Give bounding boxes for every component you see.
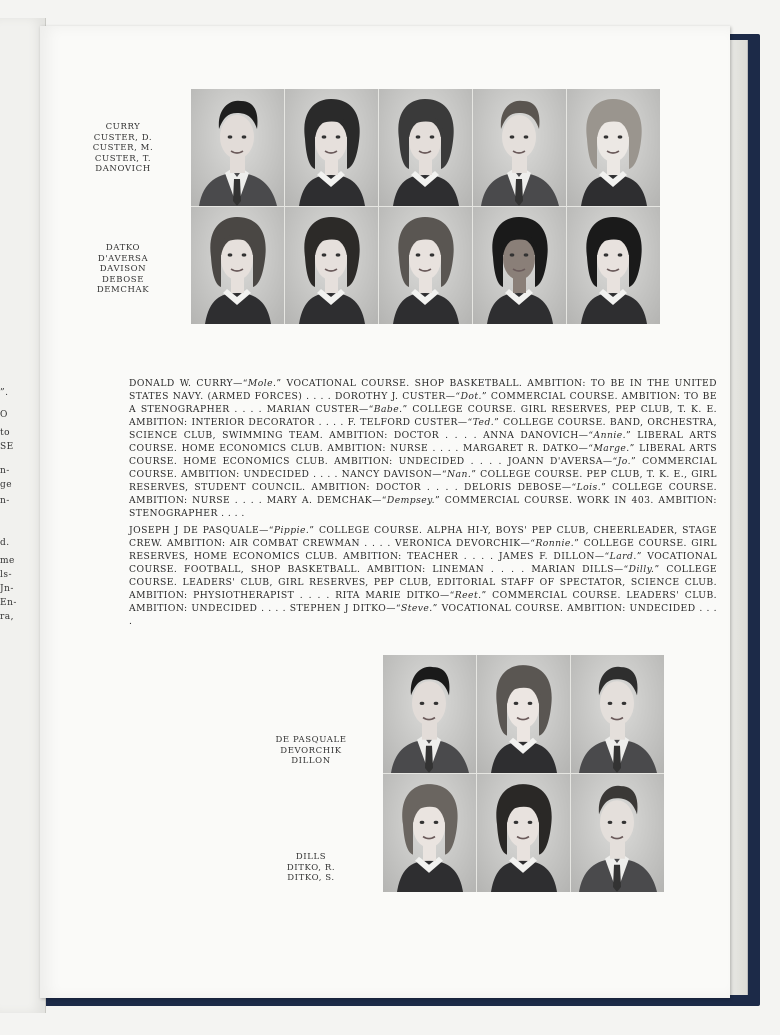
student-portrait	[567, 89, 660, 206]
name-label: CUSTER, T.	[94, 153, 152, 164]
name-label: DANOVICH	[95, 164, 151, 174]
student-portrait	[477, 655, 570, 773]
name-label: DAVISON	[99, 264, 147, 274]
student-nickname: Dot.	[460, 391, 482, 402]
name-label: DILLON	[291, 756, 331, 766]
student-name: STEPHEN J DITKO	[289, 603, 387, 614]
student-portrait	[571, 774, 664, 892]
student-portrait	[473, 89, 566, 206]
student-name: NANCY DAVISON	[341, 469, 433, 480]
student-name: MARIAN CUSTER	[266, 404, 359, 415]
student-portrait	[191, 89, 284, 206]
student-bio-text: COLLEGE COURSE. ALPHA HI-Y, BOYS' PEP CLUB, CHEERLEADER, STAGE CREW. AMBITION: AIR COMBAT CREWMAN . . . .	[129, 525, 717, 549]
bio-paragraph-1: DONALD W. CURRY—“Mole.” VOCATIONAL COURSE. SHOP BASKETBALL. AMBITION: TO BE IN THE UNITED STATES NAVY. (ARMED FORCES) . . . . DOROTHY J. CUSTER—“Dot.” COMMERCIAL COURSE. AMBITION: TO BE A STENOGRAPHER . . . . MARIAN CUSTER—“Babe.” COLLEGE COURSE. GIRL RESERVES, PEP CLUB, T. K. E. AMBITION: INTERIOR DECORATOR . . . . F. TELFORD CUSTER—“Ted.” COLLEGE COURSE. BAND, ORCHESTRA, SCIENCE CLUB, SWIMMING TEAM. AMBITION: DOCTOR . . . . ANNA DANOVICH—“Annie.” LIBERAL ARTS COURSE. HOME ECONOMICS CLUB. AMBITION: NURSE . . . . MARGARET R. DATKO—“Marge.” LIBERAL ARTS COURSE. HOME ECONOMICS CLUB. AMBITION: UNDECIDED . . . . JOANN D'AVERSA—“Jo.” COMMERCIAL COURSE. AMBITION: UNDECIDED . . . . NANCY DAVISON—“Nan.” COLLEGE COURSE. PEP CLUB, T. K. E., GIRL RESERVES, STUDENT COUNCIL. AMBITION: DOCTOR . . . . DELORIS DEBOSE—“Lois.” COLLEGE COURSE. AMBITION: NURSE . . . . MARY A. DEMCHAK—“Dempsey.” COMMERCIAL COURSE. WORK IN 403. AMBITION: STENOGRAPHER . . . .	[129, 378, 718, 519]
name-label: D'AVERSA	[97, 253, 149, 264]
student-portrait	[379, 89, 472, 206]
student-portrait	[379, 207, 472, 324]
student-name: DONALD W. CURRY	[129, 378, 234, 389]
name-label: CUSTER, D.	[93, 132, 153, 143]
student-nickname: Nan.	[447, 469, 472, 480]
left-page-text-fragment: SE	[0, 442, 14, 452]
left-page-text-fragment: Jn-	[0, 584, 14, 594]
student-bio-text: LIBERAL ARTS COURSE. HOME ECONOMICS CLUB. AMBITION: NURSE . . . .	[129, 430, 717, 454]
student-portrait	[383, 774, 476, 892]
left-page-text-fragment: ge	[0, 480, 13, 490]
name-label: CURRY	[105, 122, 141, 132]
student-bio-text: COMMERCIAL COURSE. AMBITION: UNDECIDED . . . .	[129, 456, 718, 480]
left-page-text-fragment: n-	[0, 466, 10, 476]
student-nickname: Reet.	[454, 590, 482, 601]
top-portrait-grid	[191, 89, 660, 324]
student-bio-text: COMMERCIAL COURSE. AMBITION: TO BE A STENOGRAPHER . . . .	[129, 391, 717, 415]
student-nickname: Ronnie.	[535, 538, 575, 549]
student-nickname: Mole.	[247, 378, 277, 389]
student-bio-text: COLLEGE COURSE. GIRL RESERVES, HOME ECONOMICS CLUB. AMBITION: TEACHER . . . .	[129, 538, 717, 562]
left-page-text-fragment: ”.	[0, 388, 9, 398]
student-name: MARGARET R. DATKO	[463, 443, 579, 454]
left-page-text-fragment: O	[0, 410, 8, 420]
top-row1-name-list	[78, 122, 168, 175]
student-bio-text: LIBERAL ARTS COURSE. HOME ECONOMICS CLUB. AMBITION: UNDECIDED . . . .	[129, 443, 717, 467]
student-bio-text: COMMERCIAL COURSE. WORK IN 403. AMBITION: STENOGRAPHER . . . .	[129, 495, 717, 519]
student-portrait	[285, 89, 378, 206]
name-label: DITKO, R.	[286, 862, 336, 873]
student-bio-text: COLLEGE COURSE. LEADERS' CLUB, GIRL RESERVES, PEP CLUB, EDITORIAL STAFF OF SPECTATOR, SCIENCE CLUB. AMBITION: PHYSIOTHERAPIST . . . .	[129, 564, 718, 601]
student-portrait	[477, 774, 570, 892]
name-label: DEMCHAK	[96, 285, 150, 295]
name-label: DATKO	[105, 243, 141, 253]
student-portrait	[285, 207, 378, 324]
bottom-row2-name-list	[266, 852, 356, 884]
bottom-portrait-grid	[383, 655, 664, 892]
left-page-text-fragment: to	[0, 428, 11, 438]
student-bio-text: COLLEGE COURSE. BAND, ORCHESTRA, SCIENCE CLUB, SWIMMING TEAM. AMBITION: DOCTOR . . . .	[129, 417, 717, 441]
name-label: DILLS	[295, 852, 327, 862]
student-nickname: Dempsey.	[386, 495, 435, 506]
student-name: DELORIS DEBOSE	[464, 482, 562, 493]
student-name: DOROTHY J. CUSTER	[335, 391, 446, 402]
bottom-row1-name-list	[266, 735, 356, 767]
student-nickname: Dilly.	[628, 564, 655, 575]
student-nickname: Babe.	[373, 404, 403, 415]
student-bio-text: VOCATIONAL COURSE. SHOP BASKETBALL. AMBITION: TO BE IN THE UNITED STATES NAVY. (ARMED FORCES) . . . .	[129, 378, 717, 402]
name-label: DE PASQUALE	[275, 735, 347, 745]
left-page-text-fragment: ra,	[0, 612, 15, 622]
student-name: ANNA DANOVICH	[483, 430, 579, 441]
student-nickname: Ted.	[472, 417, 495, 428]
student-bio-text: COMMERCIAL COURSE. LEADERS' CLUB. AMBITION: UNDECIDED . . . .	[129, 590, 718, 614]
left-page-text-fragment: d.	[0, 538, 10, 548]
student-name: MARY A. DEMCHAK	[266, 495, 373, 506]
name-label: DITKO, S.	[287, 873, 335, 883]
student-name: JOSEPH J DE PASQUALE	[129, 525, 260, 536]
left-page-text-fragment: me	[0, 556, 15, 566]
student-nickname: Steve.	[400, 603, 433, 614]
student-nickname: Pippie.	[273, 525, 310, 536]
student-portrait	[473, 207, 566, 324]
left-page-text-fragment: n-	[0, 496, 10, 506]
student-portrait	[571, 655, 664, 773]
student-bio-text: COLLEGE COURSE. PEP CLUB, T. K. E., GIRL RESERVES, STUDENT COUNCIL. AMBITION: DOCTOR . . . .	[129, 469, 717, 493]
student-nickname: Marge.	[593, 443, 630, 454]
student-bio-text: VOCATIONAL COURSE. AMBITION: UNDECIDED . . . .	[129, 603, 717, 627]
name-label: DEVORCHIK	[280, 745, 342, 756]
student-portrait	[567, 207, 660, 324]
student-name: RITA MARIE DITKO	[335, 590, 440, 601]
student-name: JOANN D'AVERSA	[507, 456, 603, 467]
student-portrait	[191, 207, 284, 324]
student-bio-text: COLLEGE COURSE. AMBITION: NURSE . . . .	[129, 482, 717, 506]
student-name: JAMES F. DILLON	[498, 551, 595, 562]
student-nickname: Jo.	[617, 456, 631, 467]
bio-paragraph-2: JOSEPH J DE PASQUALE—“Pippie.” COLLEGE COURSE. ALPHA HI-Y, BOYS' PEP CLUB, CHEERLEADER, STAGE CREW. AMBITION: AIR COMBAT CREWMAN . . . . VERONICA DEVORCHIK—“Ronnie.” COLLEGE COURSE. GIRL RESERVES, HOME ECONOMICS CLUB. AMBITION: TEACHER . . . . JAMES F. DILLON—“Lard.” VOCATIONAL COURSE. FOOTBALL, SHOP BASKETBALL. AMBITION: LINEMAN . . . . MARIAN DILLS—“Dilly.” COLLEGE COURSE. LEADERS' CLUB, GIRL RESERVES, PEP CLUB, EDITORIAL STAFF OF SPECTATOR, SCIENCE CLUB. AMBITION: PHYSIOTHERAPIST . . . . RITA MARIE DITKO—“Reet.” COMMERCIAL COURSE. LEADERS' CLUB. AMBITION: UNDECIDED . . . . STEPHEN J DITKO—“Steve.” VOCATIONAL COURSE. AMBITION: UNDECIDED . . . .	[129, 525, 718, 627]
left-page-text-fragment: ls-	[0, 570, 13, 580]
student-nickname: Lois.	[576, 482, 602, 493]
student-portrait	[383, 655, 476, 773]
student-bio-text: COLLEGE COURSE. GIRL RESERVES, PEP CLUB, T. K. E. AMBITION: INTERIOR DECORATOR . . . .	[129, 404, 717, 428]
left-page-text-fragment: En-	[0, 598, 17, 608]
student-nickname: Lard.	[609, 551, 637, 562]
student-name: F. TELFORD CUSTER	[347, 417, 458, 428]
name-label: DEBOSE	[101, 274, 145, 285]
student-nickname: Annie.	[593, 430, 626, 441]
student-name: MARIAN DILLS	[531, 564, 614, 575]
name-label: CUSTER, M.	[92, 143, 154, 153]
top-row2-name-list	[78, 243, 168, 296]
student-name: VERONICA DEVORCHIK	[395, 538, 521, 549]
student-bio-text: VOCATIONAL COURSE. FOOTBALL, SHOP BASKETBALL. AMBITION: LINEMAN . . . .	[129, 551, 717, 575]
